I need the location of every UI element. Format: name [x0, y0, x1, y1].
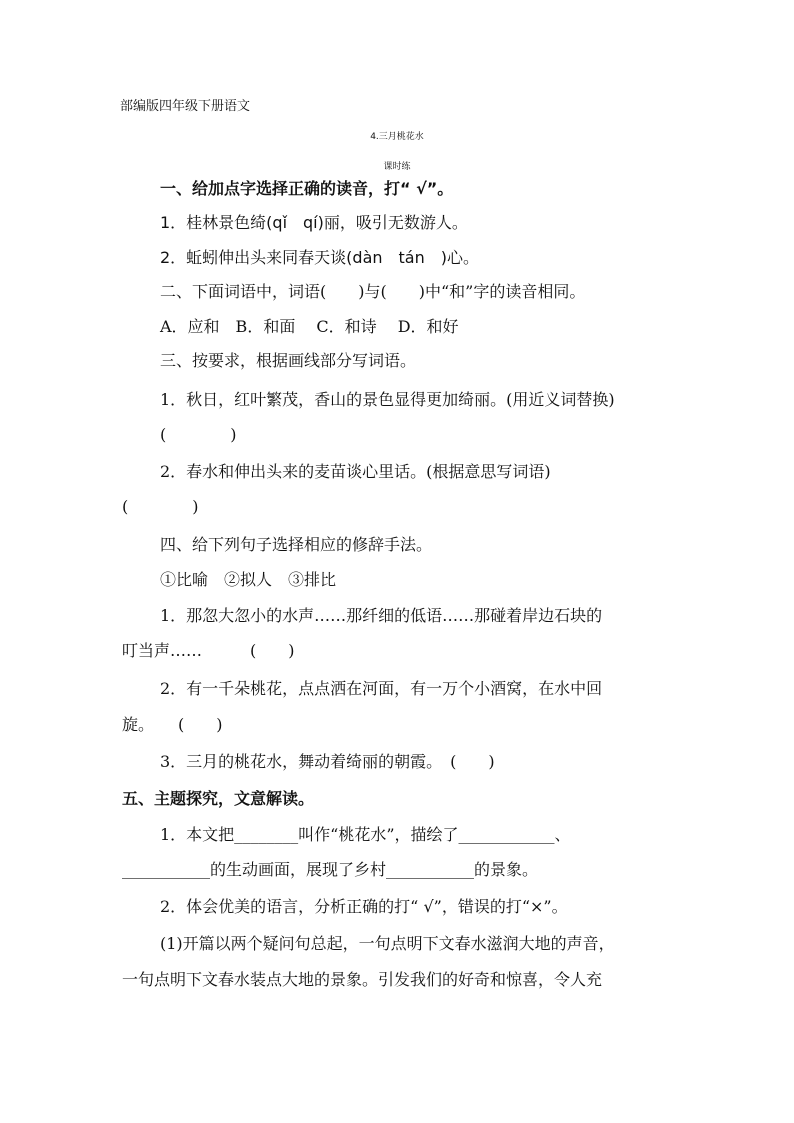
q3-item-1: 1．秋日，红叶繁茂，香山的景色显得更加绮丽。(用近义词替换): [160, 390, 615, 409]
q5-item-2: 2．体会优美的语言，分析正确的打“ √”，错误的打“×”。: [160, 897, 568, 916]
q5-sub-1-line-2: 一句点明下文春水装点大地的景象。引发我们的好奇和惊喜，令人充: [122, 970, 603, 989]
q4-item-1-line-1: 1．那忽大忽小的水声……那纤细的低语……那碰着岸边石块的: [160, 606, 603, 625]
q5-sub-1-line-1: (1)开篇以两个疑问句总起，一句点明下文春水滋润大地的声音，: [160, 934, 615, 953]
q5-item-1-line-2: ___________的生动画面，展现了乡村___________的景象。: [122, 860, 539, 879]
q4-item-2-line-1: 2．有一千朵桃花，点点洒在河面，有一万个小酒窝，在水中回: [160, 679, 603, 698]
q3-heading: 三、按要求，根据画线部分写词语。: [160, 351, 417, 370]
q4-item-1-line-2: 叮当声…… ( ): [122, 641, 295, 660]
q4-item-3: 3．三月的桃花水，舞动着绮丽的朝霞。 ( ): [160, 752, 495, 771]
q3-item-1-blank: ( ): [160, 425, 237, 444]
series-header: 部编版四年级下册语文: [120, 99, 251, 114]
lesson-subtitle: 课时练: [383, 162, 411, 172]
q4-item-2-line-2: 旋。 ( ): [122, 715, 223, 734]
q2-heading: 二、下面词语中，词语( )与( )中“和”字的读音相同。: [160, 282, 586, 301]
q3-item-2-blank: ( ): [122, 497, 199, 516]
q1-item-2: 2．蚯蚓伸出头来同春天谈(dàn tán )心。: [160, 248, 479, 267]
q5-item-1-line-1: 1．本文把________叫作“桃花水”，描绘了____________、: [160, 825, 571, 844]
q5-heading: 五、主题探究，文意解读。: [122, 789, 315, 808]
q4-heading: 四、给下列句子选择相应的修辞手法。: [160, 535, 433, 554]
q3-item-2: 2．春水和伸出头来的麦苗谈心里话。(根据意思写词语): [160, 462, 551, 481]
q1-heading: 一、给加点字选择正确的读音，打“ √”。: [160, 179, 454, 198]
lesson-title: 4.三月桃花水: [370, 132, 424, 142]
q1-item-1: 1．桂林景色绮(qǐ qí)丽，吸引无数游人。: [160, 213, 468, 232]
q4-choices: ①比喻 ②拟人 ③排比: [160, 570, 337, 589]
q2-options: A．应和 B．和面 C．和诗 D．和好: [160, 317, 459, 336]
